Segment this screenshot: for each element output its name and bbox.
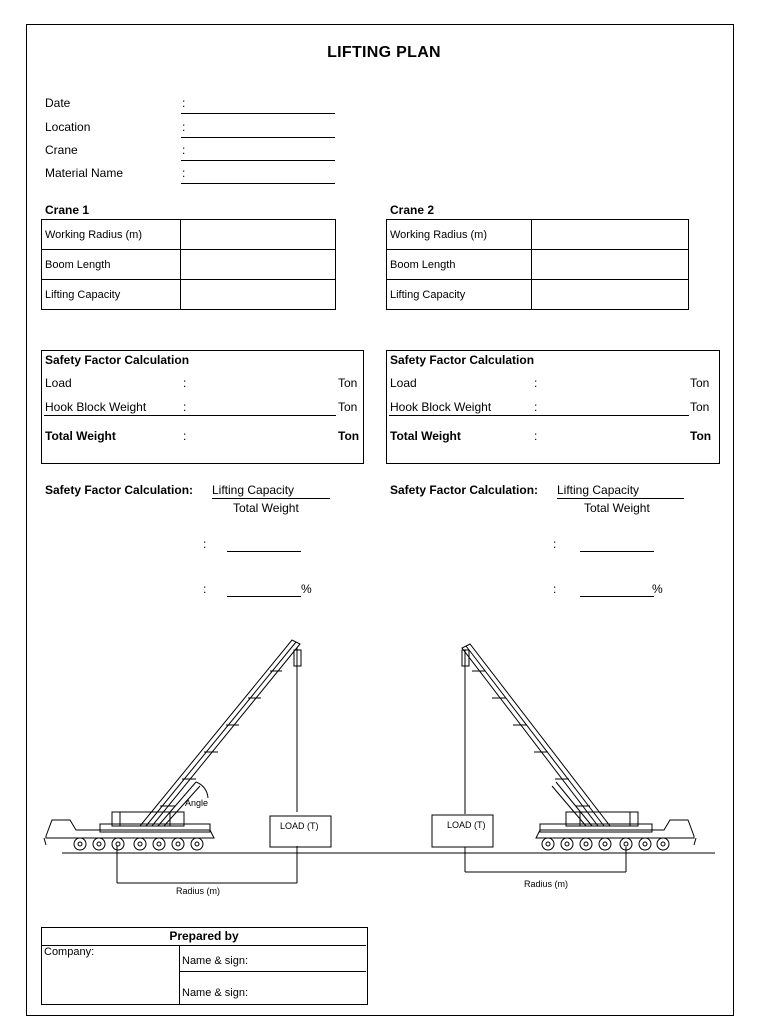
material-name-colon: :: [182, 166, 186, 180]
crane2-percent-sign: %: [652, 582, 663, 596]
crane-colon: :: [182, 143, 186, 157]
crane2-radius-label: Radius (m): [524, 879, 569, 889]
crane1-working-radius-label: Working Radius (m): [42, 220, 181, 250]
crane2-load-box-label: LOAD (T): [447, 820, 486, 830]
name-sign-label-1: Name & sign:: [182, 955, 249, 967]
crane1-angle-label: Angle: [185, 798, 209, 808]
crane2-working-radius-label: Working Radius (m): [387, 220, 532, 250]
crane2-hook-unit: Ton: [690, 400, 710, 414]
crane2-ratio-colon: :: [553, 537, 557, 551]
crane1-hook-colon: :: [183, 400, 187, 414]
crane2-boom-length-label: Boom Length: [387, 250, 532, 280]
crane2-formula-numerator: Lifting Capacity: [557, 483, 640, 497]
crane2-lifting-capacity-label: Lifting Capacity: [387, 280, 532, 310]
crane2-formula-denominator: Total Weight: [584, 501, 650, 515]
crane1-total-unit: Ton: [338, 429, 360, 443]
crane1-hook-label: Hook Block Weight: [45, 400, 147, 414]
material-name-label: Material Name: [45, 166, 124, 180]
crane1-radius-label: Radius (m): [176, 886, 221, 896]
name-sign-label-2: Name & sign:: [182, 987, 249, 999]
crane1-lifting-capacity-label: Lifting Capacity: [42, 280, 181, 310]
crane1-formula-numerator: Lifting Capacity: [212, 483, 295, 497]
crane1-total-label: Total Weight: [45, 429, 116, 443]
date-label: Date: [45, 96, 71, 110]
crane-label: Crane: [45, 143, 78, 157]
crane2-formula-label: Safety Factor Calculation:: [390, 483, 539, 497]
crane1-percent-colon: :: [203, 582, 207, 596]
prepared-column-divider: [179, 945, 180, 1004]
crane1-boom-length-label: Boom Length: [42, 250, 181, 280]
crane2-safety-heading: Safety Factor Calculation: [390, 353, 535, 367]
prepared-by-box: [41, 927, 368, 1005]
crane2-total-unit: Ton: [690, 429, 712, 443]
crane2-heading: Crane 2: [390, 203, 435, 217]
prepared-row-divider: [179, 971, 366, 972]
crane1-heading: Crane 1: [45, 203, 90, 217]
crane1-total-colon: :: [183, 429, 187, 443]
crane1-load-label: Load: [45, 376, 72, 390]
crane2-illustration: [432, 644, 696, 872]
crane1-illustration: [44, 640, 331, 883]
crane1-ratio-colon: :: [203, 537, 207, 551]
crane1-hook-unit: Ton: [338, 400, 358, 414]
location-colon: :: [182, 120, 186, 134]
page-title: LIFTING PLAN: [327, 44, 441, 61]
crane2-load-label: Load: [390, 376, 417, 390]
crane2-load-unit: Ton: [690, 376, 710, 390]
crane1-percent-sign: %: [301, 582, 312, 596]
date-colon: :: [182, 96, 186, 110]
crane2-load-colon: :: [534, 376, 538, 390]
crane2-total-label: Total Weight: [390, 429, 461, 443]
prepared-by-heading: Prepared by: [169, 929, 239, 943]
crane1-load-unit: Ton: [338, 376, 358, 390]
crane2-total-colon: :: [534, 429, 538, 443]
crane1-load-colon: :: [183, 376, 187, 390]
crane2-hook-colon: :: [534, 400, 538, 414]
location-label: Location: [45, 120, 91, 134]
company-label: Company:: [44, 946, 95, 958]
crane1-load-box-label: LOAD (T): [280, 821, 319, 831]
crane1-formula-label: Safety Factor Calculation:: [45, 483, 194, 497]
crane2-percent-colon: :: [553, 582, 557, 596]
crane1-formula-denominator: Total Weight: [233, 501, 299, 515]
crane1-safety-heading: Safety Factor Calculation: [45, 353, 190, 367]
crane2-hook-label: Hook Block Weight: [390, 400, 492, 414]
